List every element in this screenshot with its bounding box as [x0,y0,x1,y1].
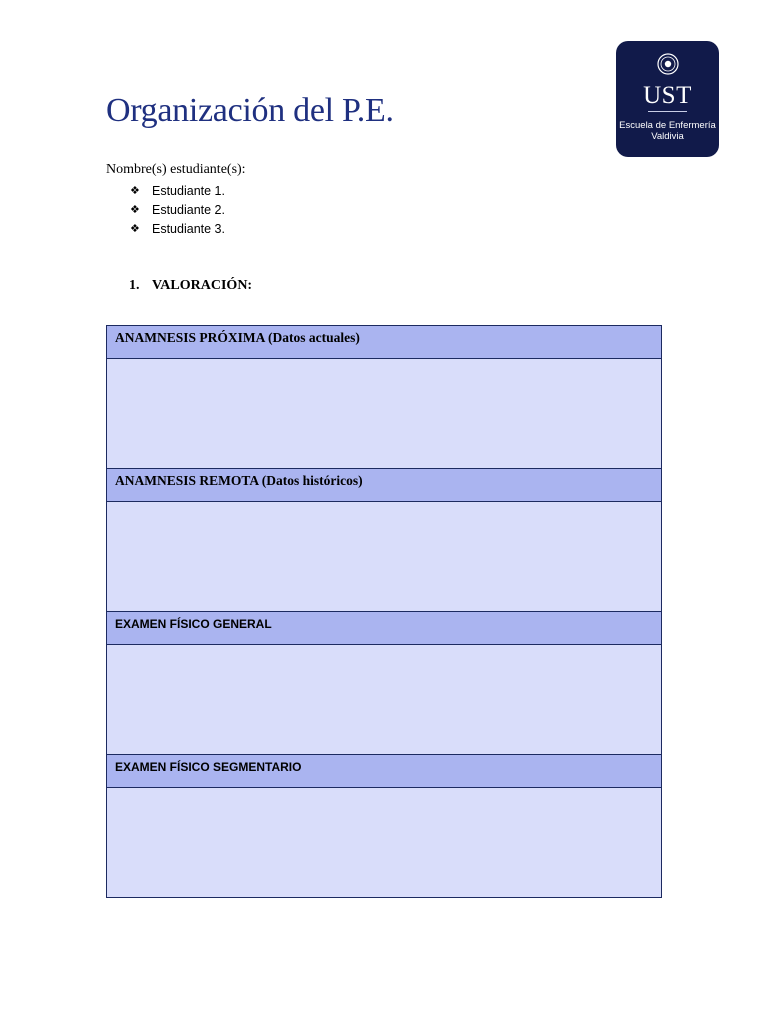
page-title: Organización del P.E. [106,92,394,129]
table-header-cell [107,612,662,645]
bullet-icon: ❖ [130,185,140,197]
row-label: ANAMNESIS REMOTA (Datos históricos) [115,473,363,488]
examen-fisico-segmentario-field[interactable] [107,788,662,898]
logo-divider [648,111,687,112]
examen-fisico-general-field[interactable] [107,645,662,755]
row-label: ANAMNESIS PRÓXIMA (Datos actuales) [115,330,360,345]
student-name: Estudiante 1. [152,183,225,198]
student-name: Estudiante 3. [152,221,225,236]
anamnesis-proxima-field[interactable] [107,359,662,469]
ust-logo [616,41,719,157]
section-heading [129,278,252,294]
list-item [130,219,225,238]
logo-school-line2: Valdivia [651,131,684,142]
students-list [130,181,225,238]
section-title: VALORACIÓN: [152,278,253,293]
row-label: EXAMEN FÍSICO GENERAL [115,617,272,631]
row-label: EXAMEN FÍSICO SEGMENTARIO [115,760,302,774]
logo-name: UST [643,82,692,109]
section-number: 1. [129,278,140,293]
logo-school [616,120,719,142]
seal-icon [657,53,679,75]
list-item [130,200,225,219]
bullet-icon: ❖ [130,223,140,235]
list-item [130,181,225,200]
student-name: Estudiante 2. [152,202,225,217]
assessment-table [106,325,662,898]
table-header-cell [107,326,662,359]
logo-school-line1: Escuela de Enfermería [619,120,716,131]
anamnesis-remota-field[interactable] [107,502,662,612]
table-header-cell [107,469,662,502]
table-header-cell [107,755,662,788]
students-label: Nombre(s) estudiante(s): [106,162,246,177]
bullet-icon: ❖ [130,204,140,216]
